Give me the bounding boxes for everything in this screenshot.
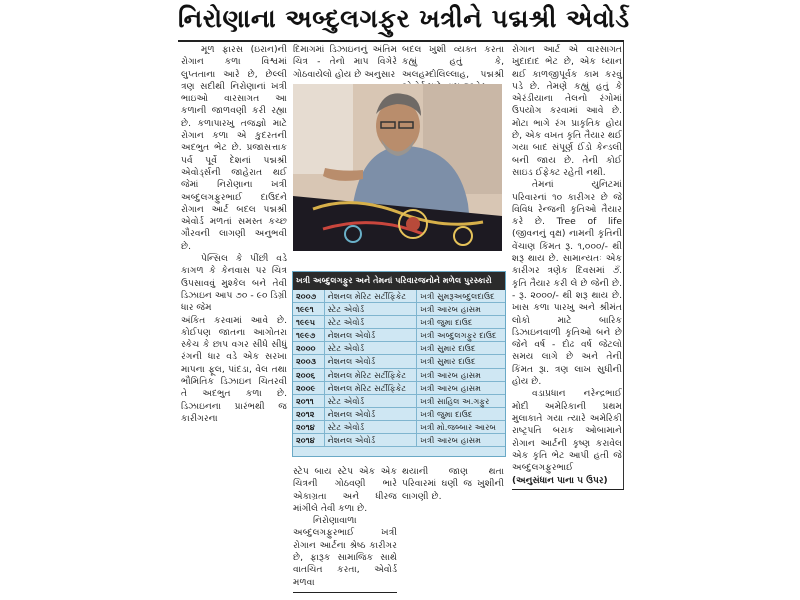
award-recipient: ખત્રી સાહિલ અ.ગફુર	[420, 395, 490, 406]
award-recipient: ખત્રી અબ્દુલગફુર દાઉદ	[420, 330, 497, 341]
award-type: નેશનલ એવોર્ડ	[325, 329, 418, 341]
award-year: ૨૦૦૬	[293, 369, 325, 381]
awards-table-row	[293, 303, 505, 316]
bottom-rule	[512, 489, 624, 490]
awards-table-row	[293, 395, 505, 408]
award-recipient: ખત્રી આરબ હાસમ	[420, 382, 482, 393]
award-type: નેશનલ એવોર્ડ	[325, 408, 418, 420]
award-year: ૧૯૯૭	[293, 329, 325, 341]
award-type: નેશનલ મેરિટ સર્ટીફિકેટ	[325, 290, 418, 302]
award-type: નેશનલ મેરિટ સર્ટીફિકેટ	[325, 369, 418, 381]
paragraph: થયાની જાણ થતા પરિવારમાં ઘણી જ ખુશીની લાગણી છે.	[402, 466, 504, 502]
paragraph: મૂળ ફારસ (ઇરાન)ની રોગાન કળા વિશ્વમાં લુપ્તતાના આરે છે, છેલ્લી ત્રણ સદીથી નિરોણાનાં ખત્રી ભાઇઓ વારસાગત આ કળાની જાળવણી કરી રહ્યા છે. કળાપારખુ તજજ્ઞો માટે રોગાન કળા એ કુદરતની અદભુત ભેટ છે. પ્રજાસત્તાક પર્વ પૂર્વે દેશનાં પદ્મશ્રી એવોર્ડ્સની જાહેરાત થઈ જેમાં નિરોણાના ખત્રી અબ્દુલગફુરભાઈ દાઉદને રોગાન આર્ટ બદલ પદ્મશ્રી એવોર્ડ મળતાં સમસ્ત કચ્છ ગૌરવની લાગણી અનુભવી છે.	[181, 44, 287, 252]
awards-table-row	[293, 421, 505, 434]
awards-table-row	[293, 408, 505, 421]
award-recipient: ખત્રી સુમાર દાઉદ	[420, 356, 476, 367]
column-2-top	[293, 44, 397, 81]
award-year: ૧૯૯૫	[293, 316, 325, 328]
paragraph: દિમાગમાં ડિઝાઇનનું અંતિમ ચિત્ર - તેનો માપ વિગેરે ગોઠવાયેલો હોય છે અનુસાર	[293, 44, 397, 80]
award-year: ૨૦૦૩	[293, 355, 325, 367]
award-recipient: ખત્રી જુમા દાઉદ	[420, 408, 473, 419]
column-2-bottom	[293, 466, 397, 586]
headline: નિરોણાના અબ્દુલગફુર ખત્રીને પદ્મશ્રી એવોર્ડ	[178, 4, 630, 33]
column-3-bottom	[402, 466, 504, 506]
awards-table-row	[293, 434, 505, 447]
paragraph: નિરોણાવાળા અબ્દુલગફુરભાઈ ખત્રી રોગાન આર્ટના શ્રેષ્ઠ કારીગર છે, ફારૂક સામાજિક સાથે વાતચિત કરતા, એવોર્ડ મળવા	[293, 515, 397, 588]
paragraph: અંકિત કરવામાં આવે છે. કોઈપણ જાતના આગોતરા સ્કેચ કે છાપ વગર સીધે સીધું રંગની ધાર વડે એક સરખા માપના ફૂલ, પાંદડા, વેલ તથા ભૌમિતિક ડિઝાઇન ચિતરવી તે અદભુત કળા છે. ડિઝાઇનના પ્રારંભથી જ કારીગરના	[181, 314, 287, 424]
awards-table-row	[293, 329, 505, 342]
continued-note: (અનુસંધાન પાના ૫ ઉપર)	[512, 476, 608, 486]
paragraph: પેન્સિલ કે પીંછી વડે કાગળ કે કેનવાસ પર ચિત્ર ઉપસાવવું મુશ્કેલ બને તેવી ડિઝાઇન આપ ૭૦ - ૯૦ ડિગ્રી ધાર જેમ	[181, 253, 287, 314]
awards-table-body	[293, 290, 505, 447]
awards-table-row	[293, 382, 505, 395]
award-year: ૨૦૧૧	[293, 395, 325, 407]
award-recipient: ખત્રી મો.જબ્બાર આરબ	[420, 421, 497, 432]
awards-table-row	[293, 342, 505, 355]
awards-table-row	[293, 355, 505, 368]
headline-underline	[178, 40, 624, 42]
artisan-photo	[293, 84, 502, 251]
paragraph: રોગાન આર્ટ એ વારસાગત ખુદાદાદ ભેટ છે, એક ધ્યાન થઈ કાળજીપૂર્વક કામ કરવું પડે છે. તેમણે કહ્યું હતું કે એરંડીયાના તેલનો રંગોમાં ઉપયોગ કરવામાં આવે છે. મોટા ભાગે રંગ પ્રાકૃતિક હોય છે, એક વખત કૃતિ તૈયાર થઈ ગયા બાદ સંપૂર્ણ ઈંડો કેન્ડલી બની જાય છે. તેની કોઈ સાઇડ ઈફેક્ટ રહેતી નથી.	[512, 44, 622, 178]
column-3-top	[402, 44, 504, 81]
award-recipient: ખત્રી આરબ હાસમ	[420, 304, 482, 315]
column-1	[181, 44, 287, 424]
award-recipient: ખત્રી સુમાર દાઉદ	[420, 343, 476, 354]
award-recipient: ખત્રી આરબ હાસમ	[420, 435, 482, 446]
award-type: નેશનલ એવોર્ડ	[325, 355, 418, 367]
award-year: ૨૦૦૦	[293, 342, 325, 354]
award-type: સ્ટેટ એવોર્ડ	[325, 395, 418, 407]
paragraph: સ્ટેપ બાય સ્ટેપ એક એક ચિત્રની ગોઠવણી ભારે એકાગ્રતા અને ધીરજ માંગીલે તેવી કળા છે.	[293, 466, 397, 514]
award-type: સ્ટેટ એવોર્ડ	[325, 316, 418, 328]
award-year: ૨૦૦૭	[293, 290, 325, 302]
awards-table-row	[293, 290, 505, 303]
awards-table-row	[293, 316, 505, 329]
award-year: ૧૯૯૧	[293, 303, 325, 315]
bottom-rule-left	[293, 592, 397, 593]
award-type: નેશનલ એવોર્ડ	[325, 434, 418, 446]
paragraph: બદલ ખુશી વ્યક્ત કરતા કહ્યું હતું કે, અલહમ્દોલિલ્લાહ, પદ્મશ્રી	[402, 44, 504, 80]
awards-table-row	[293, 369, 505, 382]
award-recipient: ખત્રી આરબ હાસમ	[420, 369, 482, 380]
award-type: સ્ટેટ એવોર્ડ	[325, 303, 418, 315]
award-recipient: ખત્રી જુમા દાઉદ	[420, 317, 473, 328]
column-divider	[623, 42, 624, 490]
awards-table	[292, 271, 506, 457]
award-year: ૨૦૧૨	[293, 408, 325, 420]
award-type: સ્ટેટ એવોર્ડ	[325, 421, 418, 433]
column-4	[512, 44, 622, 474]
paragraph: વડાપ્રધાન નરેન્દ્રભાઈ મોદી અમેરિકાની પ્રથમ મુલાકાતે ગયા ત્યારે અમેરિકી રાષ્ટ્રપતિ બરાક ઓબામાને રોગાન આર્ટની કૃષ્ણ કરાવેલ એક કૃતિ ભેટ આપી હતી જે અબ્દુલગફુરભાઈ	[512, 388, 622, 474]
award-year: ૨૦૧૪	[293, 421, 325, 433]
award-type: નેશનલ મેરિટ સર્ટીફિકેટ	[325, 382, 418, 394]
award-type: સ્ટેટ એવોર્ડ	[325, 342, 418, 354]
award-year: ૨૦૧૪	[293, 434, 325, 446]
paragraph: તેમનાં યુનિટમાં પરિવારનાં ૧૦ કારીગર છે જે વિવિધ રેન્જની કૃતિઓ તૈયાર કરે છે. Tree of life (જીવનનું વૃક્ષ) નામની કૃતિની વેંચાણ કિંમત રૂ. ૧,૦૦૦/- થી શરૂ થાય છે. સામાન્યતઃ એક કારીગર ત્રણેક દિવસમાં ૭ઁ. કૃતિ તૈયાર કરી લે છે જેની છે. - રૂ. ૨૦૦૦/- થી શરૂ થાય છે. ખાસ કળા પારખુ અને શ્રીમંત લોકો માટે બારિક ડિઝાઇનવાળી કૃતિઓ બને છે જેને વર્ષ - દોઢ વર્ષ જેટલો સમય લાગે છે અને તેની કિંમત રૂા. ત્રણ લાખ સુધીની હોય છે.	[512, 179, 622, 388]
award-year: ૨૦૦૯	[293, 382, 325, 394]
award-recipient: ખત્રી સુમરૂઅબ્દુલદાઉદ	[420, 291, 495, 301]
awards-table-title: ખત્રી અબ્દુલગફુર અને તેમનાં પરિવારજનોને મળેલ પુરસ્કારો	[293, 272, 505, 290]
